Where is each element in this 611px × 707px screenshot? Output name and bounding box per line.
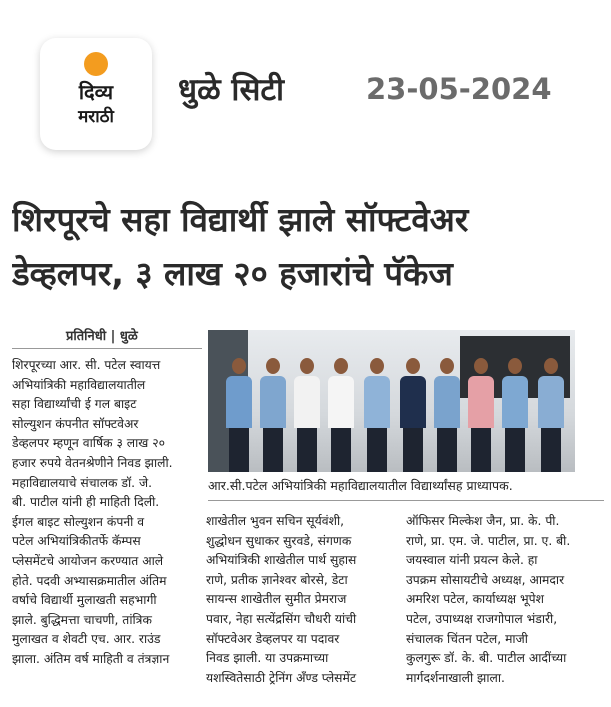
byline: प्रतिनिधी | धुळे xyxy=(66,329,138,344)
person-figure xyxy=(502,358,528,472)
text-line: पटेल अभियांत्रिकीतर्फे कॅम्पस xyxy=(12,534,141,549)
group-photo xyxy=(208,330,575,472)
article-column-1 xyxy=(12,356,204,670)
text-line: संचालक चिंतन पटेल, माजी xyxy=(406,631,528,646)
person-figure xyxy=(260,358,286,472)
person-figure xyxy=(328,358,354,472)
photo-caption: आर.सी.पटेल अभियांत्रिकी महाविद्यालयातील विद्यार्थ्यांसह प्राध्यापक. xyxy=(208,478,513,493)
text-line: पटेल, उपाध्यक्ष राजगोपाल भंडारी, xyxy=(406,611,558,626)
text-line: ईगल बाइट सोल्युशन कंपनी व xyxy=(12,514,145,529)
text-line: अभियांत्रिकी शाखेतील पार्थ सुहास xyxy=(206,553,357,568)
text-line: वर्षाचे विद्यार्थी मुलाखती सहभागी xyxy=(12,593,157,608)
text-line: अमरिश पटेल, कार्याध्यक्ष भूपेश xyxy=(406,592,544,607)
text-line: जयस्वाल यांनी प्रयत्न केले. हा xyxy=(406,553,538,568)
text-line: प्लेसमेंटचे आयोजन करण्यात आले xyxy=(12,553,164,568)
text-line: राणे, प्रा. एम. जे. पाटील, प्रा. ए. बी. xyxy=(406,533,571,548)
text-line: सहा विद्यार्थ्यांची ई गल बाइट xyxy=(12,397,137,412)
text-line: सॉफ्टवेअर डेव्हलपर या पदावर xyxy=(206,631,340,646)
text-line: होते. पदवी अभ्यासक्रमातील अंतिम xyxy=(12,573,167,588)
caption-divider xyxy=(208,500,604,501)
text-line: हजार रुपये वेतनश्रेणीने निवड झाली. xyxy=(12,455,173,470)
text-line: झाले. बुद्धिमत्ता चाचणी, तांत्रिक xyxy=(12,612,152,627)
person-figure xyxy=(226,358,252,472)
person-figure xyxy=(294,358,320,472)
text-line: यशस्वितेसाठी ट्रेनिंग अँण्ड प्लेसमेंट xyxy=(206,670,357,685)
edition-date: 23-05-2024 xyxy=(366,72,552,106)
logo-line1: दिव्य xyxy=(78,80,114,104)
text-line: ऑफिसर मिल्केश जैन, प्रा. के. पी. xyxy=(406,514,560,528)
text-line: झाला. अंतिम वर्ष माहिती व तंत्रज्ञान xyxy=(12,651,170,666)
person-figure xyxy=(434,358,460,472)
text-line: राणे, प्रतीक ज्ञानेश्वर बोरसे, डेटा xyxy=(206,572,348,587)
text-line: शाखेतील भुवन सचिन सूर्यवंशी, xyxy=(206,514,345,528)
text-line: महाविद्यालयाचे संचालक डॉ. जे. xyxy=(12,475,153,490)
text-line: मार्गदर्शनाखाली झाला. xyxy=(406,670,505,685)
text-line: कुलगुरू डॉ. के. बी. पाटील आदींच्या xyxy=(406,651,567,666)
text-line: उपक्रम सोसायटीचे अध्यक्ष, आमदार xyxy=(406,572,565,587)
article-column-2 xyxy=(206,512,402,688)
person-figure xyxy=(364,358,390,472)
logo-line2: मराठी xyxy=(78,107,114,127)
text-line: सोल्युशन कंपनीत सॉफ्टवेअर xyxy=(12,416,139,431)
text-line: अभियांत्रिकी महाविद्यालयातील xyxy=(12,377,146,392)
sun-icon xyxy=(84,52,108,76)
headline-line1: शिरपूरचे सहा विद्यार्थी झाले सॉफ्टवेअर xyxy=(12,200,469,239)
person-figure xyxy=(400,358,426,472)
person-figure xyxy=(538,358,564,472)
text-line: मुलाखत व शेवटी एच. आर. राउंड xyxy=(12,632,161,647)
text-line: पवार, नेहा सत्येंद्रसिंग चौधरी यांची xyxy=(206,611,357,626)
text-line: डेव्हलपर म्हणून वार्षिक ३ लाख २० xyxy=(12,436,166,451)
byline-divider xyxy=(12,348,202,349)
text-line: शिरपूरच्या आर. सी. पटेल स्वायत्त xyxy=(12,358,161,372)
edition-city: धुळे सिटी xyxy=(178,72,285,108)
article-column-3 xyxy=(406,512,604,688)
text-line: शुद्धोधन सुधाकर सुरवडे, संगणक xyxy=(206,533,352,548)
text-line: निवड झाली. या उपक्रमाच्या xyxy=(206,651,329,666)
person-figure xyxy=(468,358,494,472)
headline-line2: डेव्हलपर, ३ लाख २० हजारांचे पॅकेज xyxy=(12,254,453,293)
text-line: सायन्स शाखेतील सुमीत प्रेमराज xyxy=(206,592,347,607)
divya-marathi-logo xyxy=(40,38,152,150)
text-line: बी. पाटील यांनी ही माहिती दिली. xyxy=(12,495,160,510)
